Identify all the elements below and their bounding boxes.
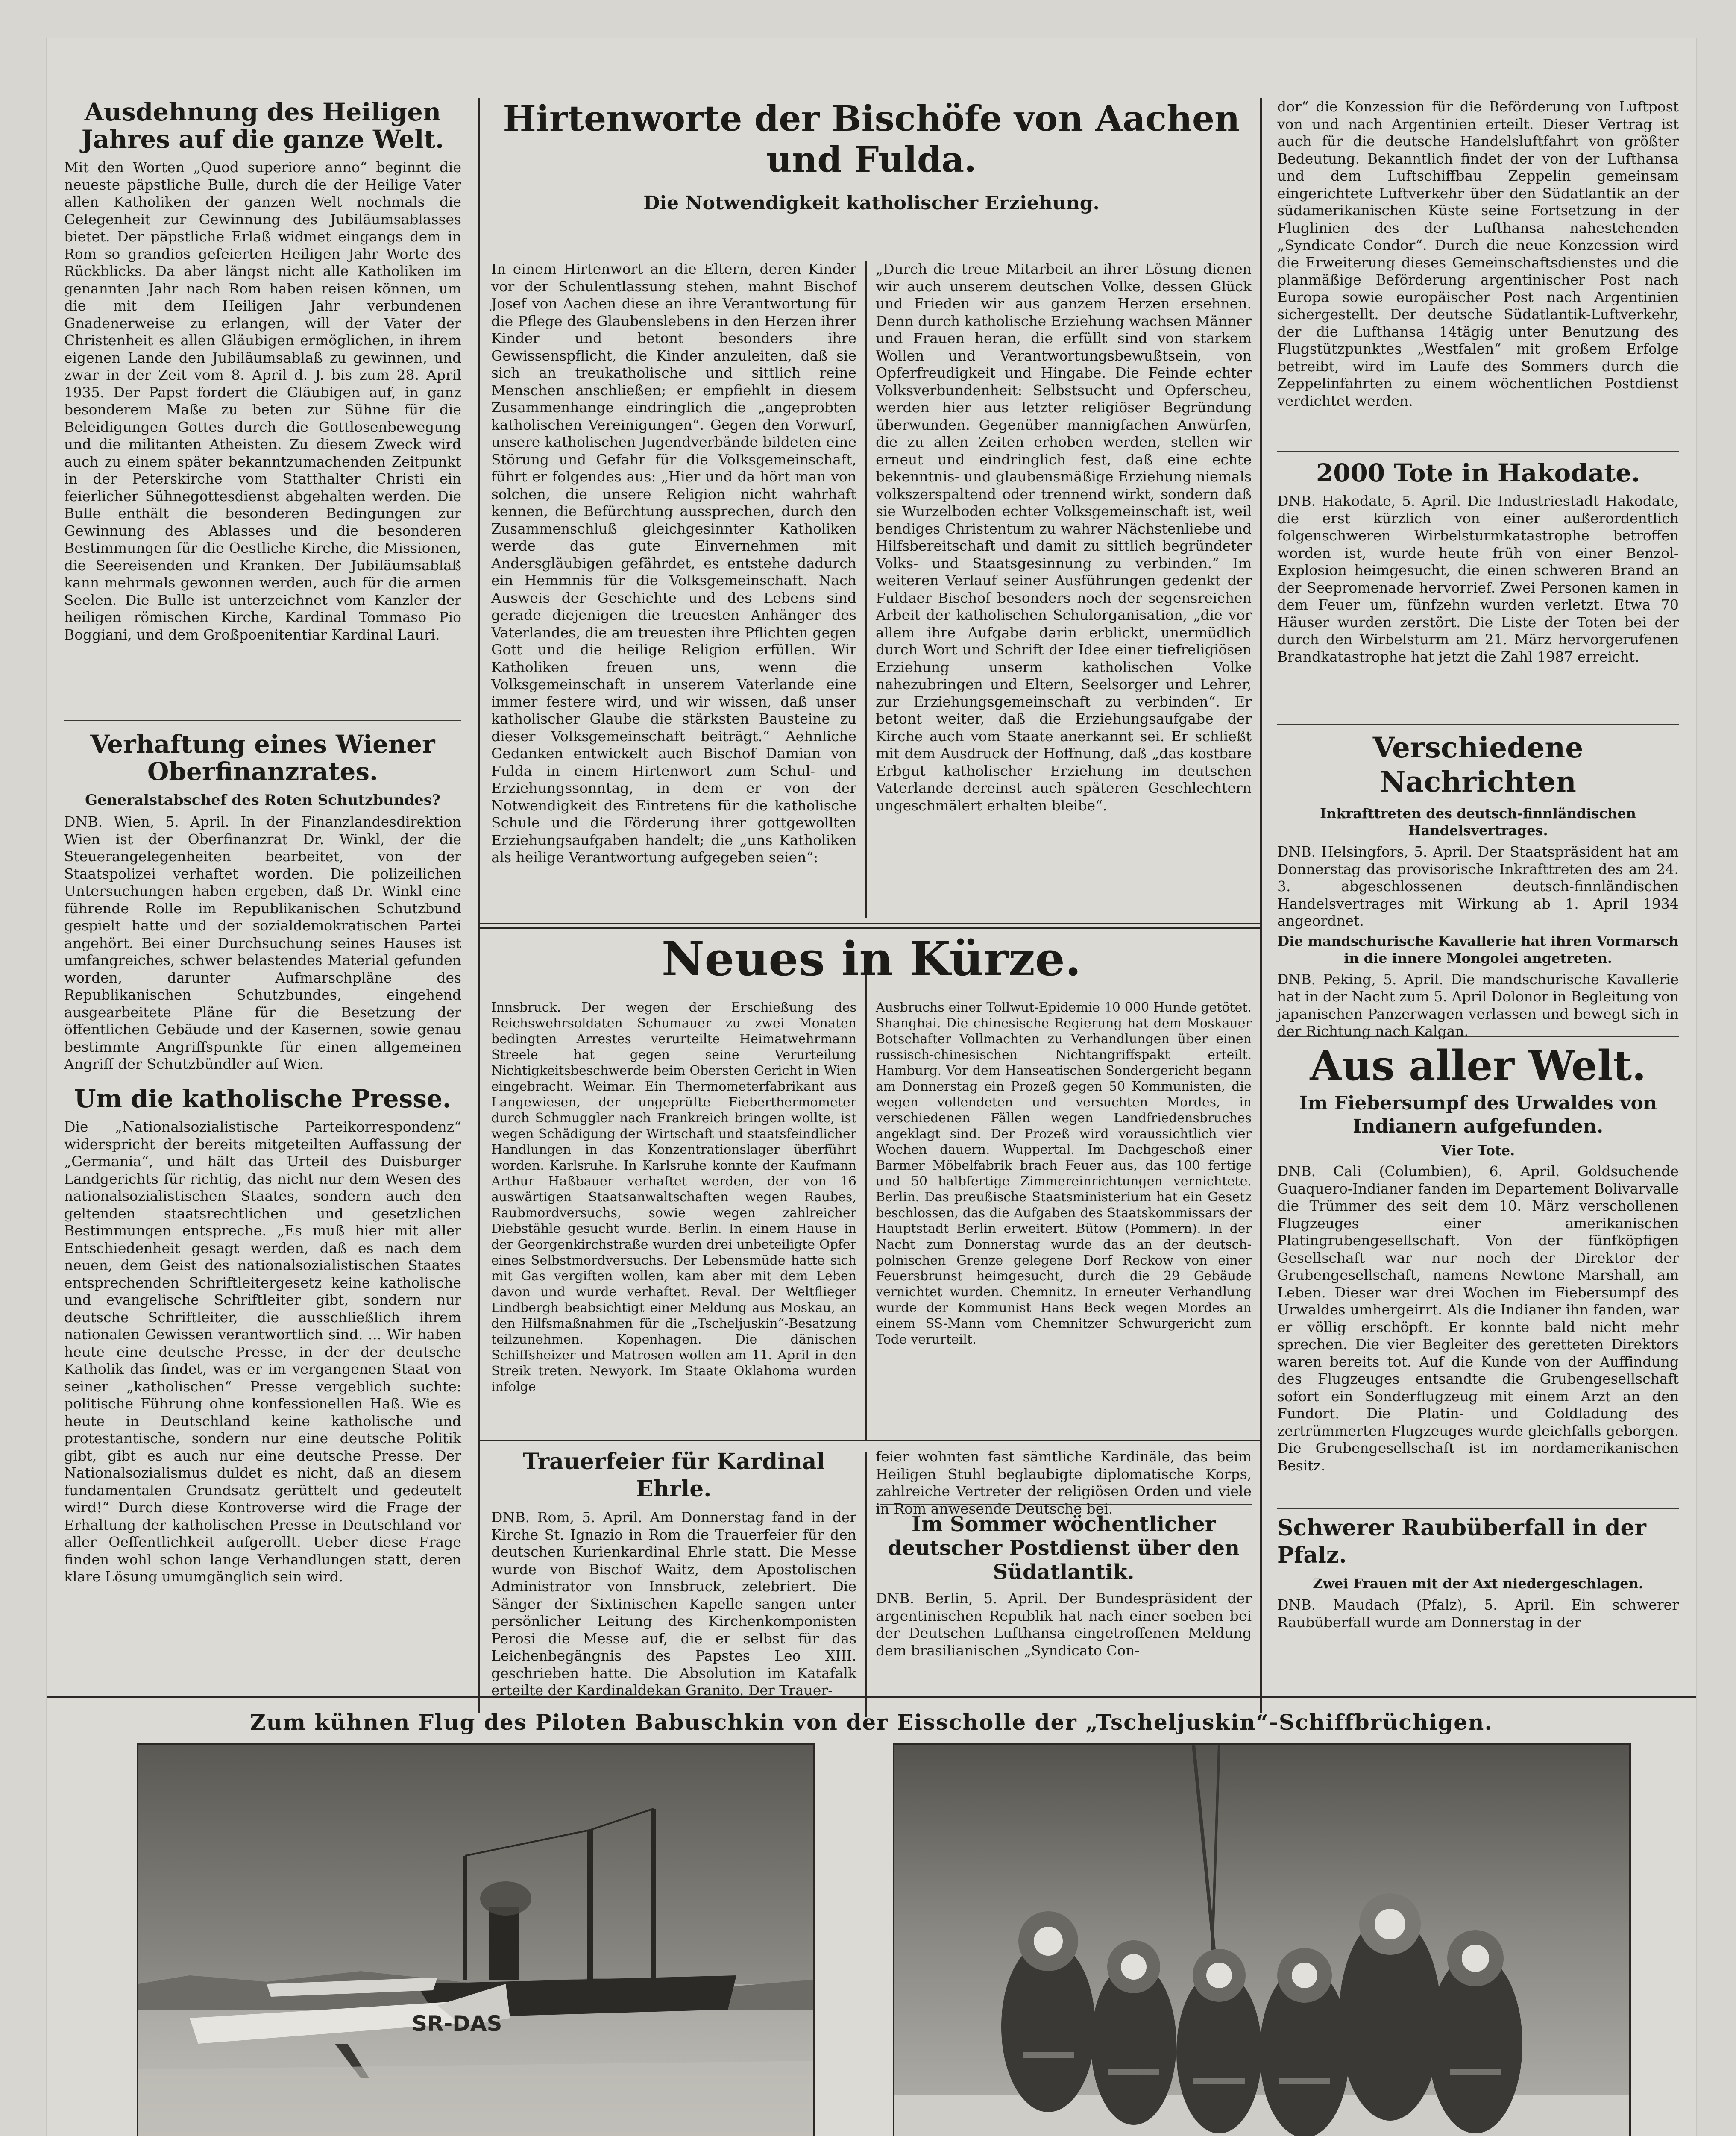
headline-verhaftung: Verhaftung eines Wiener Oberfinanzrates.	[90, 730, 435, 786]
subhead-raubueberfall: Zwei Frauen mit der Axt niedergeschlagen.	[1313, 1576, 1643, 1592]
news-body-1: Innsbruck. Der wegen der Erschießung des Reichswehrsoldaten Schumauer zu zwei Monaten bedingten Arrestes verurteilte Heimatwehrmann Streele hat gegen seine Verurteilung Nichtigkeitsbeschwerde beim Obersten Gericht in Wien eingebracht. Weimar. Ein Thermometerfabrikant aus Langewiesen, der ungeprüfte Fieberthermometer durch Schmuggler nach Frankreich bringen wollte, ist wegen Schädigung der Wirtschaft und staatsfeindlicher Handlungen in das Konzentrationslager überführt worden. Karlsruhe. In Karlsruhe konnte der Kaufmann Arthur Haßbauer verhaftet werden, der von 16 auswärtigen Staatsanwaltschaften wegen Raubes, Raubmordversuchs, sowie wegen zahlreicher Diebstähle gesucht wurde. Berlin. In einem Hause in der Georgenkirchstraße wurden drei unbeteiligte Opfer eines Selbstmordversuchs. Der Lebensmüde hatte sich mit Gas vergiften wollen, kam aber mit dem Leben davon und wurde verhaftet. Reval. Der Weltflieger Lindbergh beabsichtigt einer Meldung aus Moskau, an den Hilfsmaßnahmen für die „Tscheljuskin“-Besatzung teilzunehmen. Kopenhagen. Die dänischen Schiffsheizer und Matrosen wollen am 11. April in den Streik treten. Newyork. Im Staate Oklahoma wurden infolge	[491, 1000, 856, 1394]
article-verschiedene	[1277, 731, 1679, 1039]
article-trauerfeier	[491, 1448, 856, 1699]
subhead-verhaftung: Generalstabschef des Roten Schutzbundes?	[85, 792, 440, 809]
photo-section-caption: Zum kühnen Flug des Piloten Babuschkin von der Eisscholle der „Tscheljuskin“-Schiffbrüchigen.	[250, 1710, 1493, 1735]
subsubhead-aus-aller-welt: Vier Tote.	[1441, 1142, 1515, 1159]
rule-right-4	[1277, 1508, 1679, 1509]
crew-in-furs-photo	[893, 1743, 1631, 2136]
rule-above-news-2	[478, 927, 1260, 929]
subhead-verschiedene: Inkrafttreten des deutsch-finnländischen Handelsvertrages.	[1320, 805, 1636, 839]
main-headline-block	[491, 98, 1252, 261]
article-sommer-postdienst	[876, 1512, 1252, 1692]
article-raubueberfall	[1277, 1514, 1679, 1692]
crew-in-furs-image	[894, 1745, 1629, 2136]
rule-below-news	[478, 1440, 1260, 1441]
rule-above-photos	[47, 1696, 1696, 1698]
column-rule-main	[865, 261, 867, 918]
main-body-2: „Durch die treue Mitarbeit an ihrer Lösung dienen wir auch unserem deutschen Volke, dessen Glück und Frieden wir aus ganzem Herzen ersehnen. Denn durch katholische Erziehung wachsen Männer und Frauen heran, die erfüllt sind von starkem Wollen und Verantwortungsbewußtsein, von Opferfreudigkeit und Hingabe. Die Feinde echter Volksverbundenheit: Selbstsucht und Opferscheu, werden hier aus letzter religiöser Begründung überwunden. Gegenüber mannigfachen Anwürfen, die zu allen Zeiten erhoben werden, stellen wir erneut und eindringlich fest, daß eine echte bekenntnis- und glaubensmäßige Erziehung niemals volkszerspaltend oder trennend wirkt, sondern daß sie Wurzelboden echter Volksgemeinschaft ist, weil bendiges Christentum zu wahrer Nächstenliebe und Hilfsbereitschaft und damit zu sittlich begründeter Volks- und Staatsgesinnung zu verbinden.“ Im weiteren Verlauf seiner Ausführungen gedenkt der Fuldaer Bischof besonders noch der segensreichen Arbeit der katholischen Schulorganisation, „die vor allem ihre Aufgabe darin erblickt, unermüdlich durch Wort und Schrift der Idee einer tiefreligiösen Erziehung unserm katholischen Volke nahezubringen und Eltern, Seelsorger und Lehrer, zur Erziehungsgemeinschaft zu verbinden“. Er betont weiter, daß die Erziehungsaufgabe der Kirche auch vom Staate anerkannt sei. Er schließt mit dem Ausdruck der Hoffnung, daß „das kostbare Erbgut katholischer Erziehung im deutschen Vaterlande dereinst auch späteren Geschlechtern ungeschmälert erhalten bleibe“.	[876, 261, 1252, 814]
column-rule-left	[478, 98, 480, 1713]
headline-raubueberfall: Schwerer Raubüberfall in der Pfalz.	[1277, 1515, 1646, 1568]
news-headline-block	[491, 933, 1252, 998]
rule-left-1	[64, 720, 461, 721]
column-rule-right	[1260, 98, 1262, 1713]
news-body-2: Ausbruchs einer Tollwut-Epidemie 10 000 Hunde getötet. Shanghai. Die chinesische Regierung hat dem Moskauer Botschafter Vollmachten zu Verhandlungen über einen russisch-chinesischen Nichtangriffspakt erteilt. Hamburg. Vor dem Hanseatischen Sondergericht begann am Donnerstag ein Prozeß gegen 50 Kommunisten, die wegen vollendeten und versuchten Mordes, in verschiedenen Fällen wegen Landfriedensbruches angeklagt sind. Der Prozeß wird voraussichtlich vier Wochen dauern. Wuppertal. Im Dachgeschoß einer Barmer Möbelfabrik brach Feuer aus, das 100 fertige und 50 halbfertige Zimmereinrichtungen vernichtete. Berlin. Das preußische Staatsministerium hat ein Gesetz beschlossen, das die Aufgaben des Staatskommissars der Hauptstadt Berlin erweitert. Bütow (Pommern). In der Nacht zum Donnerstag wurde das an der deutsch-polnischen Grenze gelegene Dorf Reckow von einer Feuersbrunst heimgesucht, durch die 29 Gebäude vernichtet wurden. Chemnitz. In erneuter Verhandlung wurde der Kommunist Hans Beck wegen Mordes an einem SS-Mann vom Chemnitzer Schwurgericht zum Tode verurteilt.	[876, 1000, 1252, 1347]
column-rule-news	[865, 953, 867, 1440]
rule-right-2	[1277, 724, 1679, 725]
article-hakodate	[1277, 459, 1679, 720]
article-trauerfeier-cont	[876, 1448, 1252, 1517]
newspaper-page	[47, 38, 1696, 2136]
main-body-1: In einem Hirtenwort an die Eltern, deren Kinder vor der Schulentlassung stehen, mahnt Bischof Josef von Aachen diese an ihre Verantwortung für die Pflege des Glaubenslebens in den Herzen ihrer Kinder und betont besonders ihre Gewissenspflicht, die Kinder anzuleiten, daß sie sich an treukatholische und sittlich reine Menschen anschließen; er empfiehlt in diesem Zusammenhange eindringlich die „angeprobten katholischen Vereinigungen“. Gegen den Vorwurf, unsere katholischen Jugendverbände bildeten eine Störung und Gefahr für die Volksgemeinschaft, führt er folgendes aus: „Hier und da hört man von solchen, die unsere Religion nicht wahrhaft kennen, die Befürchtung aussprechen, durch den Zusammenschluß gleichgesinnter Katholiken werde das gute Einvernehmen mit Andersgläubigen gefährdet, es entstehe dadurch ein Hemmnis für die Volksgemeinschaft. Nach Ausweis der Geschichte und des Lebens sind gerade diejenigen die treuesten Anhänger des Vaterlandes, die am treuesten ihre Pflichten gegen Gott und die heilige Religion erfüllen. Wir Katholiken freuen uns, wenn die Volksgemeinschaft in unserem Vaterlande eine immer festere wird, und wir wissen, daß unser katholischer Glaube die stärksten Bausteine zu dieser Volksgemeinschaft beiträgt.“ Aehnliche Gedanken entwickelt auch Bischof Damian von Fulda in einem Hirtenwort zum Schul- und Erziehungssonntag, in dem er von der Notwendigkeit des Eintretens für die katholische Schule und die Förderung ihrer gottgewollten Erziehungsaufgaben handelt; die „uns Katholiken als heilige Verantwortung aufgegeben seien“:	[491, 261, 856, 866]
body-heiliges-jahr: Mit den Worten „Quod superiore anno“ beginnt die neueste päpstliche Bulle, durch die der Heilige Vater allen Katholiken der ganzen Welt nochmals die Gelegenheit zur Gewinnung des Jubiläumsablasses bietet. Der päpstliche Erlaß widmet eingangs dem in Rom so grandios gefeierten Heiligen Jahr Worte des Rückblicks. Da aber längst nicht alle Katholiken im genannten Jahr nach Rom haben reisen können, um die mit dem Heiligen Jahr verbundenen Gnadenerweise zu erlangen, will der Vater der Christenheit es allen Gläubigen ermöglichen, in ihrem eigenen Lande den Jubiläumsablaß zu gewinnen, und zwar in der Zeit vom 8. April d. J. bis zum 28. April 1935. Der Papst fordert die Gläubigen auf, in ganz besonderem Maße zu beten zur Sühne für die Beleidigungen Gottes durch die Gottlosenbewegung und die militanten Atheisten. Zu diesem Zweck wird auch zu einem später bekanntzumachenden Zeitpunkt in der Peterskirche vom Statthalter Christi ein feierlicher Sühnegottesdienst abgehalten werden. Die Bulle enthält die besonderen Bedingungen zur Gewinnung des Ablasses und die besonderen Bestimmungen für die Oestliche Kirche, die Missionen, die Seereisenden und Kranken. Der Jubiläumsablaß kann mehrmals gewonnen werden, auch für die armen Seelen. Die Bulle ist unterzeichnet vom Kanzler der heiligen römischen Kirche, Kardinal Tommaso Pio Boggiani, und dem Großpoenitentiar Kardinal Lauri.	[64, 159, 461, 643]
headline-aus-aller-welt: Aus aller Welt.	[1310, 1042, 1646, 1090]
headline-verschiedene: Verschiedene Nachrichten	[1372, 731, 1584, 798]
headline-sommer-postdienst: Im Sommer wöchentlicher deutscher Postdienst über den Südatlantik.	[887, 1512, 1240, 1584]
news-column-1	[491, 1000, 856, 1435]
body-katholische-presse: Die „Nationalsozialistische Parteikorrespondenz“ widerspricht der bereits mitgeteilten Auffassung der „Germania“, und hält das Urteil des Duisburger Landgerichts für richtig, das nicht nur dem Wesen des nationalsozialistischen Staates, sondern auch den geltenden staatsrechtlichen und gesetzlichen Bestimmungen entspreche. „Es muß hier mit aller Entschiedenheit gesagt werden, daß es nach dem neuen, dem Geist des nationalsozialistischen Staates entsprechenden Schriftleitergesetz keine katholische und evangelische Schriftleiter gibt, sondern nur deutsche Schriftleiter, die ausschließlich ihrem nationalen Gewissen verantwortlich sind. ... Wir haben heute eine deutsche Presse, in der der deutsche Katholik das findet, was er im vergangenen Staat von seiner „katholischen“ Presse vergeblich suchte: politische Führung ohne konfessionellen Haß. Wie es heute in Deutschland keine katholische und protestantische, sondern nur eine deutsche Politik gibt, gibt es auch nur eine deutsche Presse. Der Nationalsozialismus duldet es nicht, daß an diesem fundamentalen Grundsatz gerüttelt und gedeutelt wird!“ Durch diese Kontroverse wird die Frage der Erhaltung der katholischen Presse in Deutschland vor aller Oeffentlichkeit aufgerollt. Ueber diese Frage finden wohl schon lange Verhandlungen statt, deren klare Lösung umumgänglich sein wird.	[64, 1118, 461, 1585]
headline-katholische-presse: Um die katholische Presse.	[74, 1084, 451, 1113]
body-verschiedene-1: DNB. Helsingfors, 5. April. Der Staatspräsident hat am Donnerstag das provisorische Inkrafttreten des am 24. 3. abgeschlossenen deutsch-finnländischen Handelsvertrages mit Wirkung ab 1. April 1934 angeordnet.	[1277, 843, 1679, 929]
body-verschiedene-2: DNB. Peking, 5. April. Die mandschurische Kavallerie hat in der Nacht zum 5. April Dolonor in Begleitung von japanischen Panzerwagen verlassen und bewegt sich in der Richtung nach Kalgan.	[1277, 971, 1679, 1039]
body-hakodate: DNB. Hakodate, 5. April. Die Industriestadt Hakodate, die erst kürzlich von einer außerordentlich folgenschweren Wirbelsturmkatastrophe betroffen worden ist, wurde heute früh von einer Benzol-Explosion heimgesucht, die einen schweren Brand an der Seepromenade hervorrief. Zwei Personen kamen in dem Feuer um, fünfzehn wurden verletzt. Etwa 70 Häuser wurden zerstört. Die Liste der Toten bei der durch den Wirbelsturm am 21. März hervorgerufenen Brandkatastrophe hat jetzt die Zahl 1987 erreicht.	[1277, 493, 1679, 665]
body-aus-aller-welt: DNB. Cali (Columbien), 6. April. Goldsuchende Guaquero-Indianer fanden im Departement Bolivarvalle die Trümmer des seit dem 10. März verschollenen Flugzeuges einer amerikanischen Platingrubengesellschaft. Von der fünfköpfigen Gesellschaft war nur noch der Direktor der Grubengesellschaft, namens Newtone Marshall, am Leben. Dieser war drei Wochen im Fiebersumpf des Urwaldes umhergeirrt. Als die Indianer ihn fanden, war er völlig erschöpft. Er konnte bald nicht mehr sprechen. Die vier Begleiter des geretteten Direktors waren bereits tot. Auf die Kunde von der Auffindung des Flugzeuges entsandte die Grubengesellschaft sofort ein Sonderflugzeug mit einem Arzt an den Fundort. Die Platin- und Goldladung des zertrümmerten Flugzeuges wurde gleichfalls geborgen. Die Grubengesellschaft ist im nordamerikanischen Besitz.	[1277, 1163, 1679, 1474]
plane-marking: SR-DAS	[412, 2011, 502, 2036]
body-sommer-cont: dor“ die Konzession für die Beförderung von Luftpost von und nach Argentinien erteilt. Dieser Vertrag ist auch für die deutsche Handelsluftfahrt von größter Bedeutung. Bekanntlich findet der von der Lufthansa und dem Luftschiffbau Zeppelin gemeinsam eingerichtete Luftverkehr über den Südatlantik an der südamerikanischen Küste seine Fortsetzung in der Fluglinien des der Lufthansa nahestehenden „Syndicate Condor“. Durch die neue Konzession wird die Erweiterung dieses Gemeinschaftsdienstes und die planmäßige Beförderung argentinischer Post nach Europa sowie europäischer Post nach Argentinien sichergestellt. Der deutsche Südatlantik-Luftverkehr, der die Lufthansa 14tägig unter Benutzung des Flugstützpunktes „Westfalen“ mit großem Erfolge betreibt, wird im Laufe des Sommers durch die Zeppelinfahrten zu einem wöchentlichen Postdienst verdichtet werden.	[1277, 98, 1679, 409]
main-column-2	[876, 261, 1252, 918]
subhead-aus-aller-welt: Im Fiebersumpf des Urwaldes von Indianern aufgefunden.	[1299, 1092, 1657, 1137]
rule-above-news	[478, 923, 1260, 924]
subhead-verschiedene-2: Die mandschurische Kavallerie hat ihren Vormarsch in die innere Mongolei angetreten.	[1277, 933, 1679, 966]
main-column-1	[491, 261, 856, 918]
body-trauerfeier-2: feier wohnten fast sämtliche Kardinäle, das beim Heiligen Stuhl beglaubigte diplomatische Korps, zahlreiche Vertreter der religiösen Orden und viele in Rom anwesende Deutsche bei.	[876, 1448, 1252, 1517]
column-rule-center-lower	[865, 1452, 867, 1717]
news-column-2	[876, 1000, 1252, 1435]
main-headline: Hirtenworte der Bischöfe von Aachen und Fulda.	[503, 98, 1240, 180]
ship-and-plane-photo	[137, 1743, 815, 2136]
article-aus-aller-welt	[1277, 1042, 1679, 1504]
article-katholische-presse	[64, 1085, 461, 1692]
body-sommer-postdienst: DNB. Berlin, 5. April. Der Bundespräsident der argentinischen Republik hat nach einer soeben bei der Deutschen Lufthansa eingetroffenen Meldung dem brasilianischen „Syndicato Con-	[876, 1590, 1252, 1659]
article-heiliges-jahr	[64, 98, 461, 713]
body-trauerfeier-1: DNB. Rom, 5. April. Am Donnerstag fand in der Kirche St. Ignazio in Rom die Trauerfeier für den deutschen Kurienkardinal Ehrle statt. Die Messe wurde von Bischof Waitz, dem Apostolischen Administrator von Innsbruck, zelebriert. Die Sänger der Sixtinischen Kapelle sangen unter persönlicher Leitung des Kirchenkomponisten Perosi die Messe auf, die er selbst für das Leichenbegängnis des Papstes Leo XIII. geschrieben hatte. Die Absolution im Katafalk erteilte der Kardinaldekan Granito. Der Trauer-	[491, 1509, 856, 1699]
news-headline: Neues in Kürze.	[661, 931, 1082, 986]
main-subhead: Die Notwendigkeit katholischer Erziehung.	[643, 192, 1100, 214]
article-verhaftung	[64, 731, 461, 1072]
body-raubueberfall: DNB. Maudach (Pfalz), 5. April. Ein schwerer Raubüberfall wurde am Donnerstag in der	[1277, 1596, 1679, 1631]
rule-right-1	[1277, 451, 1679, 452]
headline-trauerfeier: Trauerfeier für Kardinal Ehrle.	[522, 1449, 825, 1502]
article-sommer-cont	[1277, 98, 1679, 444]
headline-hakodate: 2000 Tote in Hakodate.	[1316, 458, 1640, 487]
headline-heiliges-jahr: Ausdehnung des Heiligen Jahres auf die ganze Welt.	[81, 97, 444, 154]
ship-and-plane-image	[138, 1745, 813, 2136]
body-verhaftung: DNB. Wien, 5. April. In der Finanzlandesdirektion Wien ist der Oberfinanzrat Dr. Winkl, der die Steuerangelegenheiten bearbeitet, von der Staatspolizei verhaftet worden. Die polizeilichen Untersuchungen haben ergeben, daß Dr. Winkl eine führende Rolle im Republikanischen Schutzbund gespielt hatte und der sozialdemokratischen Partei angehört. Bei einer Durchsuchung seines Hauses ist umfangreiches, schwer belastendes Material gefunden worden, darunter Aufmarschpläne des Republikanischen Schutzbundes, eingehend ausgearbeitete Pläne für die Besetzung der öffentlichen Gebäude und der Kasernen, sowie genau bestimmte Angriffspunkte für einen allgemeinen Angriff der Schutzbündler auf Wien.	[64, 813, 461, 1072]
